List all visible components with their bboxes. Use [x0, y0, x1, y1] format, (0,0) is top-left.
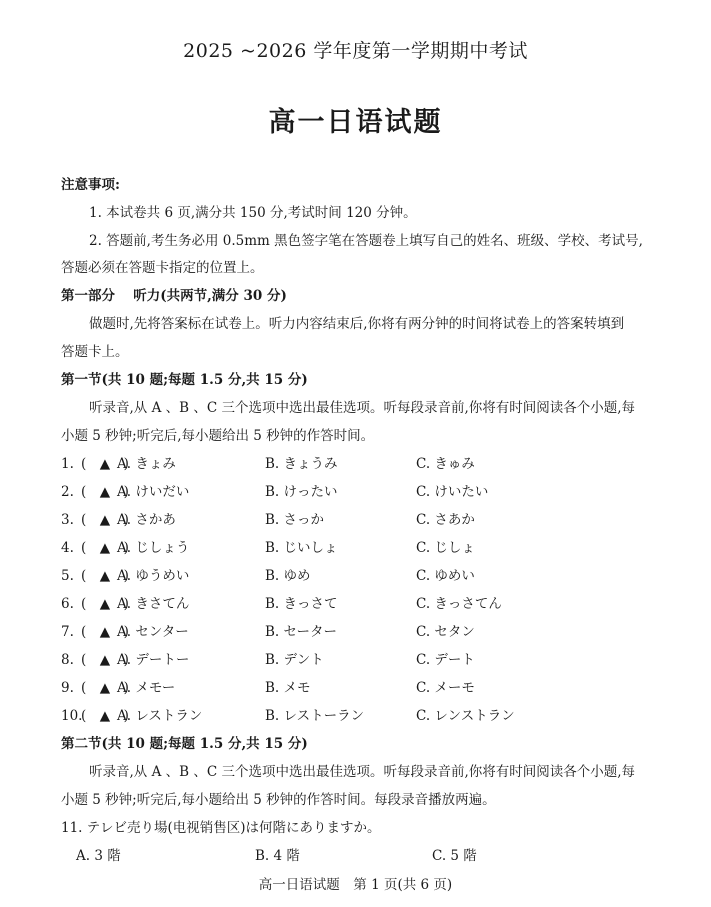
option-c: C. レンストラン: [416, 708, 515, 724]
answer-blank: ( ▲ ): [81, 512, 129, 528]
question-11-text: 11. テレビ売り場(电视销售区)は何階にありますか。: [61, 820, 381, 836]
option-b: B. けったい: [265, 484, 338, 500]
page-footer: 高一日语试题 第 1 页(共 6 页): [258, 877, 453, 893]
option-c: C. じしょ: [416, 540, 475, 556]
option-c: C. けいたい: [416, 484, 489, 500]
part1-intro-line-2: 答题卡上。: [61, 344, 129, 360]
section2-heading: 第二节(共 10 题;每题 1.5 分,共 15 分): [61, 736, 308, 752]
question-row-2: [61, 482, 661, 502]
question-number: 5.: [61, 568, 74, 584]
part1-heading: 第一部分 听力(共两节,满分 30 分): [61, 288, 287, 304]
answer-blank: ( ▲ ): [81, 680, 129, 696]
answer-blank: ( ▲ ): [81, 484, 129, 500]
section1-heading: 第一节(共 10 题;每题 1.5 分,共 15 分): [61, 372, 308, 388]
question-row-8: [61, 650, 661, 670]
answer-blank: ( ▲ ): [81, 652, 129, 668]
option-a: A. デートー: [117, 652, 190, 668]
answer-blank: ( ▲ ): [81, 568, 129, 584]
option-c: C. きゅみ: [416, 456, 475, 472]
part1-intro-line-1: 做题时,先将答案标在试卷上。听力内容结束后,你将有两分钟的时间将试卷上的答案转填到: [89, 316, 625, 332]
question-number: 4.: [61, 540, 74, 556]
question-row-5: [61, 566, 661, 586]
notice-item-2-line-1: 2. 答题前,考生务必用 0.5mm 黑色签字笔在答题卷上填写自己的姓名、班级、学校、考试号,: [89, 233, 643, 249]
option-a: A. じしょう: [117, 540, 190, 556]
question-row-10: [61, 706, 661, 726]
question-number: 7.: [61, 624, 74, 640]
answer-blank: ( ▲ ): [81, 708, 129, 724]
option-b: B. レストーラン: [265, 708, 365, 724]
option-c: C. デート: [416, 652, 475, 668]
option-a: A. きさてん: [117, 596, 190, 612]
option-c: C. セタン: [416, 624, 475, 640]
option-b: B. デント: [265, 652, 324, 668]
question-row-1: [61, 454, 661, 474]
notice-item-1: 1. 本试卷共 6 页,满分共 150 分,考试时间 120 分钟。: [89, 205, 417, 221]
section1-intro-line-2: 小题 5 秒钟;听完后,每小题给出 5 秒钟的作答时间。: [61, 428, 375, 444]
answer-blank: ( ▲ ): [81, 596, 129, 612]
option-a: A. けいだい: [117, 484, 190, 500]
question-row-7: [61, 622, 661, 642]
notice-heading: 注意事项:: [61, 177, 120, 193]
option-b: B. じいしょ: [265, 540, 338, 556]
question-row-9: [61, 678, 661, 698]
option-c: C. メーモ: [416, 680, 475, 696]
question-number: 9.: [61, 680, 74, 696]
question-row-3: [61, 510, 661, 530]
question-row-6: [61, 594, 661, 614]
question-number: 6.: [61, 596, 74, 612]
answer-blank: ( ▲ ): [81, 624, 129, 640]
question-number: 8.: [61, 652, 74, 668]
option-c: C. ゆめい: [416, 568, 475, 584]
question-11-option-c: C. 5 階: [432, 848, 477, 864]
option-b: B. メモ: [265, 680, 311, 696]
option-b: B. きっさて: [265, 596, 338, 612]
option-c: C. きっさてん: [416, 596, 502, 612]
option-b: B. ゆめ: [265, 568, 311, 584]
answer-blank: ( ▲ ): [81, 540, 129, 556]
question-number: 1.: [61, 456, 74, 472]
option-a: A. メモー: [117, 680, 176, 696]
question-number: 2.: [61, 484, 74, 500]
option-a: A. さかあ: [117, 512, 176, 528]
option-b: B. さっか: [265, 512, 325, 528]
paper-title: 高一日语试题: [268, 107, 443, 138]
section2-intro-line-2: 小题 5 秒钟;听完后,每小题给出 5 秒钟的作答时间。每段录音播放两遍。: [61, 792, 496, 808]
section2-intro-line-1: 听录音,从 A 、B 、C 三个选项中选出最佳选项。听每段录音前,你将有时间阅读各个小题,每: [89, 764, 636, 780]
option-a: A. きょみ: [117, 456, 176, 472]
option-a: A. レストラン: [117, 708, 203, 724]
question-number: 3.: [61, 512, 74, 528]
option-c: C. さあか: [416, 512, 475, 528]
option-a: A. センター: [117, 624, 189, 640]
section1-intro-line-1: 听录音,从 A 、B 、C 三个选项中选出最佳选项。听每段录音前,你将有时间阅读各个小题,每: [89, 400, 636, 416]
question-number: 10.: [61, 708, 83, 724]
question-11-option-b: B. 4 階: [255, 848, 300, 864]
option-a: A. ゆうめい: [117, 568, 190, 584]
option-b: B. きょうみ: [265, 456, 338, 472]
answer-blank: ( ▲ ): [81, 456, 129, 472]
question-11-option-a: A. 3 階: [76, 848, 121, 864]
option-b: B. セーター: [265, 624, 337, 640]
notice-item-2-line-2: 答题必须在答题卡指定的位置上。: [61, 260, 264, 276]
question-row-4: [61, 538, 661, 558]
exam-name: 2025 ~2026 学年度第一学期期中考试: [183, 40, 528, 62]
